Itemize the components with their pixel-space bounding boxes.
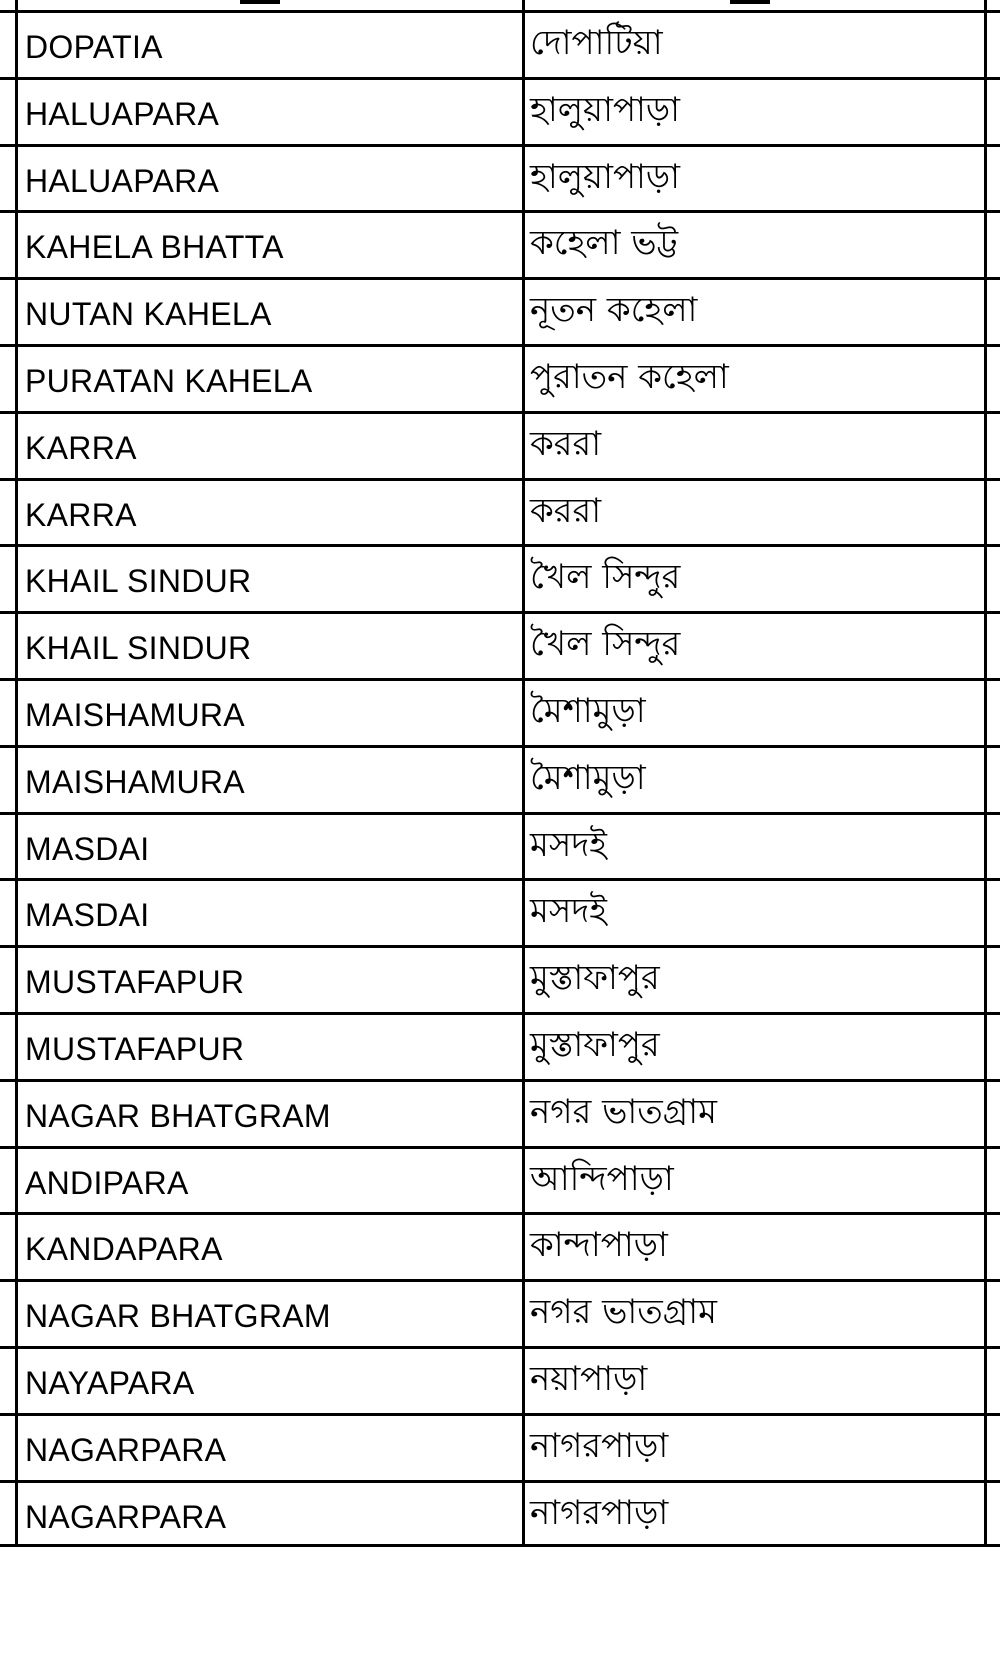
bengali-name-cell: নাগরপাড়া [530, 1425, 669, 1466]
table-row [0, 546, 1000, 613]
table-row [0, 413, 1000, 480]
english-name-cell: HALUAPARA [25, 95, 220, 132]
english-name-cell: MUSTAFAPUR [25, 1030, 245, 1067]
english-name-cell: DOPATIA [25, 29, 163, 65]
english-name-cell: HALUAPARA [25, 162, 220, 199]
bengali-name-cell: মৈশামুড়া [530, 757, 646, 798]
english-name-cell: NAYAPARA [25, 1364, 195, 1401]
table-row [0, 346, 1000, 413]
bengali-name-cell: কররা [530, 490, 602, 531]
table-row [0, 146, 1000, 213]
english-name-cell: KHAIL SINDUR [25, 563, 252, 600]
english-name-cell: NAGARPARA [25, 1498, 227, 1535]
bengali-name-cell: মসদই [530, 824, 607, 865]
header-glyph-fragment [730, 0, 770, 4]
table-row [0, 279, 1000, 346]
english-name-cell: NAGAR BHATGRAM [25, 1097, 331, 1134]
table-row [0, 680, 1000, 747]
english-name-cell: NUTAN KAHELA [25, 296, 272, 333]
bengali-name-cell: খৈল সিন্দুর [530, 624, 681, 665]
english-name-cell: PURATAN KAHELA [25, 362, 313, 399]
table-row [0, 880, 1000, 947]
bengali-name-cell: নূতন কহেলা [530, 290, 698, 331]
english-name-cell: NAGARPARA [25, 1431, 227, 1468]
table-row [0, 814, 1000, 881]
bengali-name-cell: মুস্তাফাপুর [530, 1024, 660, 1065]
table-row [0, 1482, 1000, 1549]
bengali-name-cell: হালুয়াপাড়া [530, 89, 681, 130]
english-name-cell: KAHELA BHATTA [25, 229, 284, 266]
english-name-cell: MAISHAMURA [25, 696, 245, 733]
table-row [0, 613, 1000, 680]
english-name-cell: KARRA [25, 496, 137, 533]
english-name-cell: MASDAI [25, 897, 150, 934]
english-name-cell: ANDIPARA [25, 1164, 189, 1201]
bengali-name-cell: কান্দাপাড়া [530, 1225, 668, 1266]
english-name-cell: MAISHAMURA [25, 763, 245, 800]
english-name-cell: KHAIL SINDUR [25, 630, 252, 667]
bengali-name-cell: দোপাটিয়া [530, 23, 663, 63]
bengali-name-cell: পুরাতন কহেলা [530, 356, 729, 397]
table-row [0, 747, 1000, 814]
bengali-name-cell: নাগরপাড়া [530, 1492, 669, 1533]
bengali-name-cell: আন্দিপাড়া [530, 1158, 674, 1199]
bengali-name-cell: মৈশামুড়া [530, 690, 646, 731]
table-row [0, 1014, 1000, 1081]
table-row [0, 12, 1000, 79]
table-row [0, 947, 1000, 1014]
bengali-name-cell: খৈল সিন্দুর [530, 557, 681, 598]
table-row [0, 1281, 1000, 1348]
table-row [0, 480, 1000, 547]
bengali-name-cell: কহেলা ভট্ট [530, 223, 679, 264]
table-row [0, 1348, 1000, 1415]
english-name-cell: KARRA [25, 429, 137, 466]
english-name-cell: MUSTAFAPUR [25, 964, 245, 1001]
header-glyph-fragment [240, 0, 280, 4]
table-row [0, 1081, 1000, 1148]
table-row [0, 79, 1000, 146]
table-row [0, 1214, 1000, 1281]
bengali-name-cell: নগর ভাতগ্রাম [530, 1292, 717, 1333]
table-body [0, 12, 1000, 1548]
english-name-cell: KANDAPARA [25, 1231, 223, 1268]
bengali-name-cell: কররা [530, 423, 602, 464]
bengali-name-cell: হালুয়াপাড়া [530, 156, 681, 197]
english-name-cell: MASDAI [25, 830, 150, 867]
bengali-name-cell: মুস্তাফাপুর [530, 958, 660, 999]
english-name-cell: NAGAR BHATGRAM [25, 1298, 331, 1335]
bengali-name-cell: মসদই [530, 891, 607, 932]
table-row [0, 1415, 1000, 1482]
table-row [0, 1148, 1000, 1215]
table-row [0, 212, 1000, 279]
bengali-name-cell: নয়াপাড়া [530, 1358, 648, 1399]
bengali-name-cell: নগর ভাতগ্রাম [530, 1091, 717, 1132]
